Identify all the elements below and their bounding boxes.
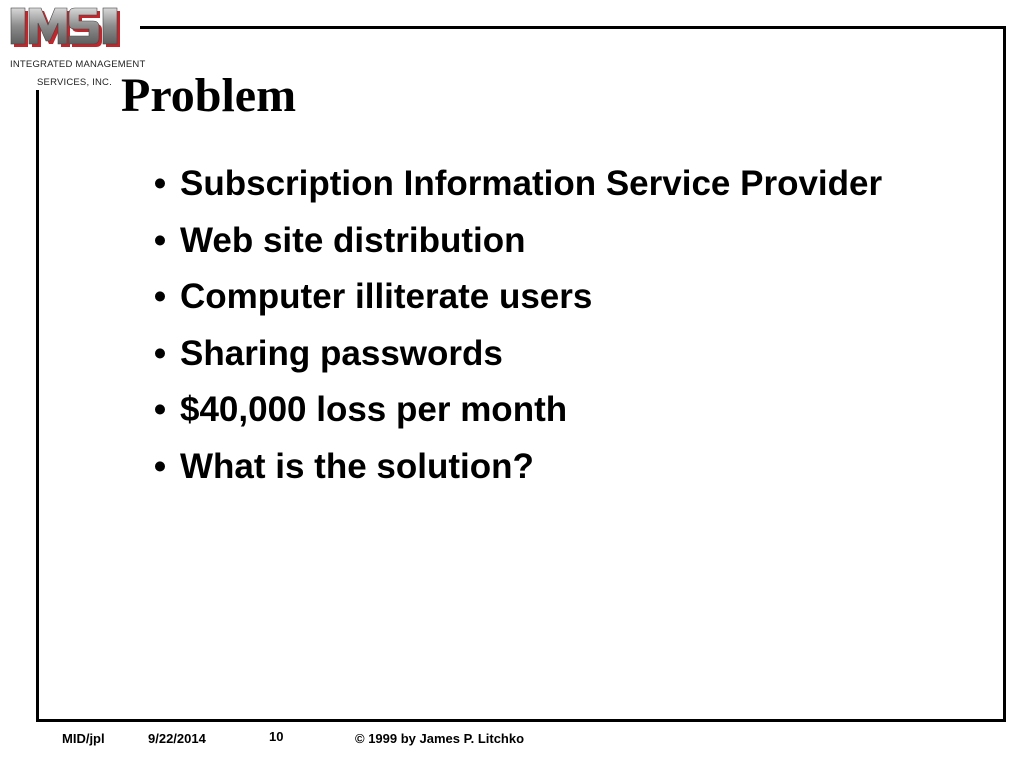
bullet-icon: • bbox=[153, 277, 167, 316]
bullet-text: Sharing passwords bbox=[180, 333, 503, 373]
bullet-text: What is the solution? bbox=[180, 446, 534, 486]
bullet-icon: • bbox=[153, 220, 167, 260]
footer-date: 9/22/2014 bbox=[148, 731, 206, 746]
bullet-text: $40,000 loss per month bbox=[180, 390, 568, 429]
bullet-list bbox=[140, 164, 882, 503]
bullet-icon: • bbox=[153, 164, 167, 203]
logo-caption-line1: INTEGRATED MANAGEMENT bbox=[10, 59, 146, 70]
bullet-text: Subscription Information Service Provider bbox=[180, 164, 883, 203]
bullet-item bbox=[140, 164, 882, 221]
bullet-icon: • bbox=[153, 333, 167, 373]
bullet-icon: • bbox=[153, 390, 167, 429]
slide-title: Problem bbox=[121, 69, 297, 122]
bullet-text: Computer illiterate users bbox=[180, 277, 593, 316]
footer-page-number: 10 bbox=[269, 729, 284, 744]
bullet-item bbox=[140, 334, 882, 391]
bullet-item bbox=[140, 390, 882, 447]
bullet-item bbox=[140, 277, 882, 334]
bullet-item bbox=[140, 447, 882, 504]
logo-caption-line2: SERVICES, INC. bbox=[37, 77, 112, 88]
footer-copyright: © 1999 by James P. Litchko bbox=[355, 731, 525, 746]
imsi-logo-letters bbox=[8, 6, 136, 50]
bullet-item bbox=[140, 221, 882, 278]
bullet-icon: • bbox=[153, 446, 167, 486]
footer-author-code: MID/jpl bbox=[62, 731, 105, 746]
bullet-text: Web site distribution bbox=[180, 220, 526, 260]
